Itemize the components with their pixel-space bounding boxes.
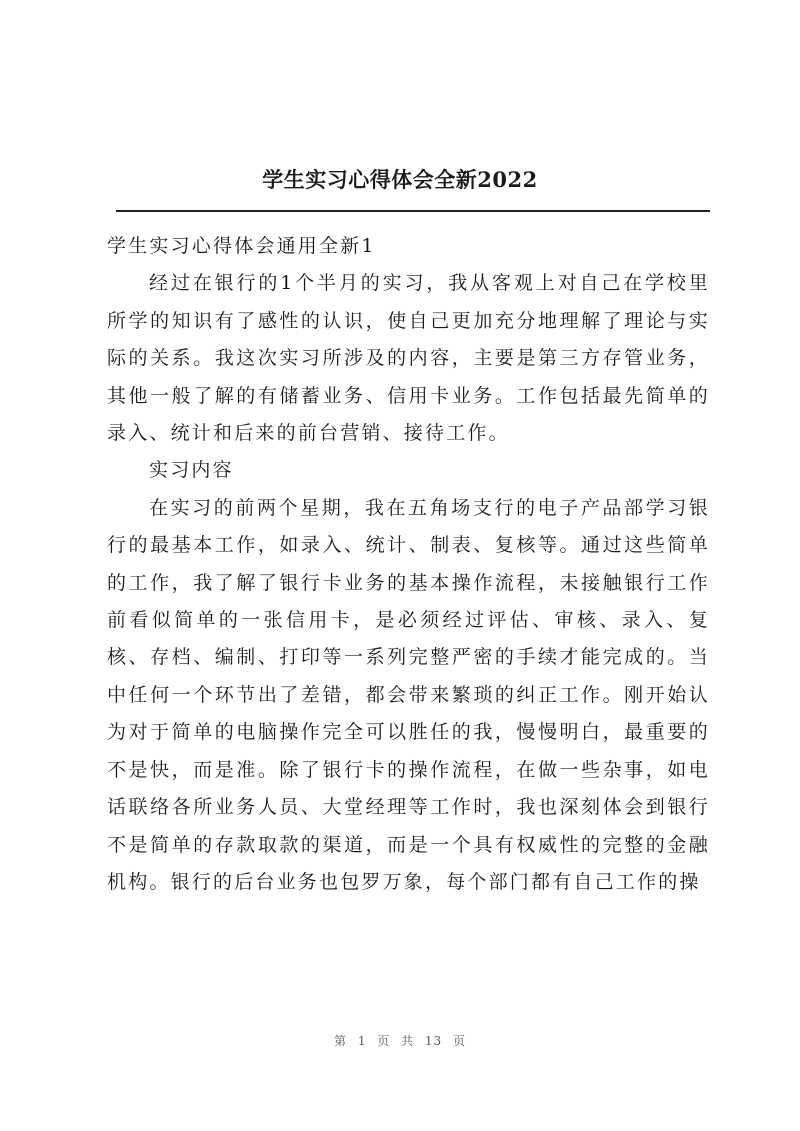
document-title: 学生实习心得体会全新2022	[262, 167, 538, 192]
document-body	[107, 228, 710, 901]
title-underline	[116, 210, 710, 212]
paragraph: 经过在银行的1个半月的实习，我从客观上对自己在学校里所学的知识有了感性的认识，使自己更加充分地理解了理论与实际的关系。我这次实习所涉及的内容，主要是第三方存管业务，其他一般了解的有储蓄业务、信用卡业务。工作包括最先简单的录入、统计和后来的前台营销、接待工作。	[107, 272, 710, 445]
subheading-paragraph: 实习内容	[149, 459, 234, 482]
paragraph: 在实习的前两个星期，我在五角场支行的电子产品部学习银行的最基本工作，如录入、统计、制表、复核等。通过这些简单的工作，我了解了银行卡业务的基本操作流程，未接触银行工作前看似简单的一张信用卡，是必须经过评估、审核、录入、复核、存档、编制、打印等一系列完整严密的手续才能完成的。当中任何一个环节出了差错，都会带来繁琐的纠正工作。刚开始认为对于简单的电脑操作完全可以胜任的我，慢慢明白，最重要的不是快，而是准。除了银行卡的操作流程，在做一些杂事，如电话联络各所业务人员、大堂经理等工作时，我也深刻体会到银行不是简单的存款取款的渠道，而是一个具有权威性的完整的金融机构。银行的后台业务也包罗万象，每个部门都有自己工作的操	[107, 496, 710, 893]
section-heading: 学生实习心得体会通用全新1	[107, 235, 376, 257]
page-footer: 第 1 页 共 13 页	[334, 1034, 466, 1048]
